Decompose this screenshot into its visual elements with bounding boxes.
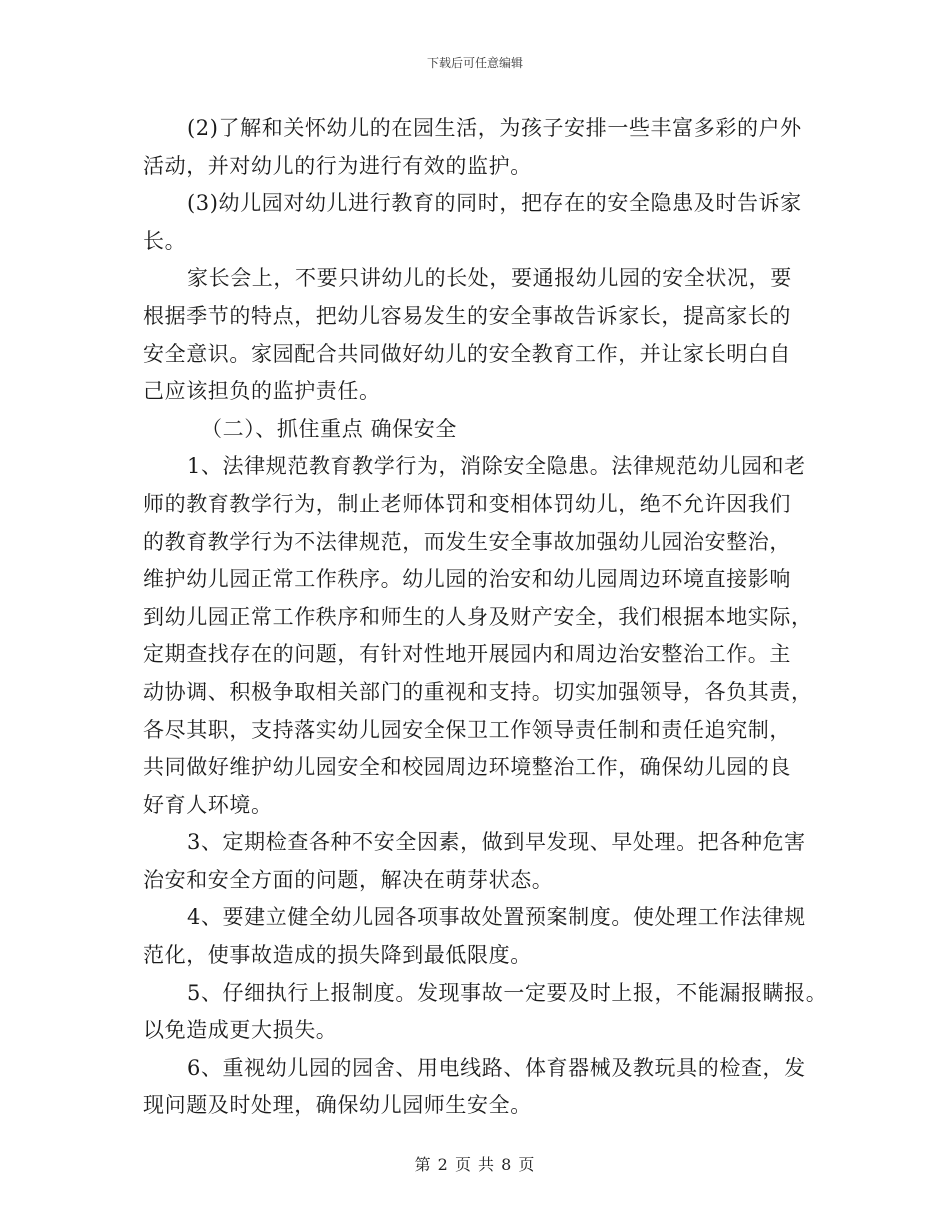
text-line: 以免造成更大损失。 [143, 1018, 338, 1043]
text-line: 1、法律规范教育教学行为，消除安全隐患。法律规范幼儿园和老 [187, 454, 806, 479]
text-line: 根据季节的特点，把幼儿容易发生的安全事故告诉家长，提高家长的 [143, 303, 791, 328]
text-line: 3、定期检查各种不安全因素，做到早发现、早处理。把各种危害 [187, 830, 806, 855]
text-line: 长。 [143, 228, 187, 253]
page-number-footer: 第 2 页 共 8 页 [414, 1155, 536, 1174]
text-line: 活动，并对幼儿的行为进行有效的监护。 [143, 153, 532, 178]
text-line: 5、仔细执行上报制度。发现事故一定要及时上报，不能漏报瞒报。 [187, 980, 828, 1005]
document-body [143, 110, 843, 1125]
text-line: （二）、抓住重点 确保安全 [201, 416, 457, 441]
text-line: 维护幼儿园正常工作秩序。幼儿园的治安和幼儿园周边环境直接影响 [143, 567, 791, 592]
text-line: 6、重视幼儿园的园舍、用电线路、体育器械及教玩具的检查，发 [187, 1055, 806, 1080]
text-line: 现问题及时处理，确保幼儿园师生安全。 [143, 1093, 532, 1118]
text-line: 师的教育教学行为，制止老师体罚和变相体罚幼儿，绝不允许因我们 [143, 491, 791, 516]
text-line: 治安和安全方面的问题，解决在萌芽状态。 [143, 867, 554, 892]
text-line: (2)了解和关怀幼儿的在园生活，为孩子安排一些丰富多彩的户外 [187, 116, 802, 140]
page-header-note: 下载后可任意编辑 [426, 56, 523, 70]
text-line: 的教育教学行为不法律规范，而发生安全事故加强幼儿园治安整治， [143, 529, 791, 554]
text-line: 定期查找存在的问题，有针对性地开展园内和周边治安整治工作。主 [143, 642, 791, 667]
text-line: 己应该担负的监护责任。 [143, 379, 381, 404]
text-line: 共同做好维护幼儿园安全和校园周边环境整治工作，确保幼儿园的良 [143, 755, 791, 780]
text-line: (3)幼儿园对幼儿进行教育的同时，把存在的安全隐患及时告诉家 [187, 191, 802, 216]
text-line: 家长会上，不要只讲幼儿的长处，要通报幼儿园的安全状况，要 [187, 266, 792, 291]
text-line: 4、要建立健全幼儿园各项事故处置预案制度。使处理工作法律规 [187, 905, 806, 930]
text-line: 到幼儿园正常工作秩序和师生的人身及财产安全，我们根据本地实际， [143, 604, 813, 629]
text-line: 动协调、积极争取相关部门的重视和支持。切实加强领导，各负其责， [143, 679, 813, 704]
text-line: 安全意识。家园配合共同做好幼儿的安全教育工作，并让家长明白自 [143, 341, 791, 366]
text-line: 范化，使事故造成的损失降到最低限度。 [143, 943, 532, 968]
text-line: 好育人环境。 [143, 792, 273, 817]
text-line: 各尽其职，支持落实幼儿园安全保卫工作领导责任制和责任追究制， [143, 717, 791, 742]
